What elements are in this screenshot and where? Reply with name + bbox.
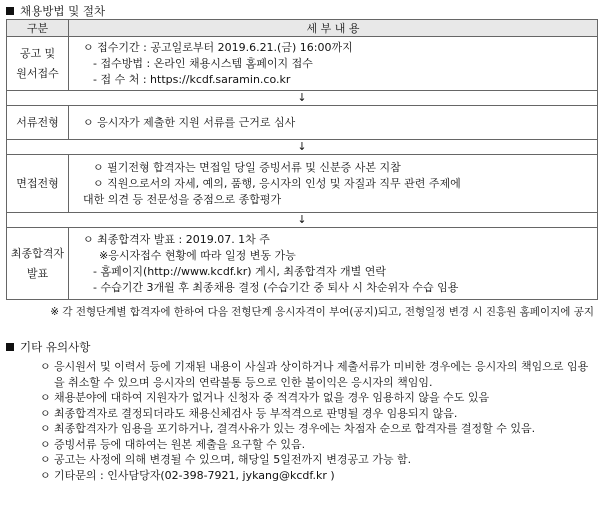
arrow-row <box>7 91 598 106</box>
row-label: 서류전형 <box>7 106 69 140</box>
footnote: ※ 각 전형단계별 합격자에 한하여 다음 전형단계 응시자격이 부여(공지)되고, 전형일정 변경 시 진흥원 홈페이지에 공지 <box>50 306 594 318</box>
row-content: ㅇ 접수기간 : 공고일로부터 2019.6.21.(금) 16:00까지 - 접수방법 : 온라인 채용시스템 홈페이지 접수 - 접 수 처 : https://kcdf.saramin.co.kr <box>69 37 598 91</box>
notice-list <box>40 359 595 483</box>
down-arrow-icon: ↓ <box>7 140 598 155</box>
list-item: ㅇ 채용분야에 대하여 지원자가 없거나 신청자 중 적격자가 없을 경우 임용하지 않을 수도 있음 <box>40 391 490 404</box>
row-content: ㅇ 최종합격자 발표 : 2019.07. 1차 주 ※응시자접수 현황에 따라 일정 변동 가능 - 홈페이지(http://www.kcdf.kr) 게시, 최종합격자 개별 연락 - 수습기간 3개월 후 최종채용 결정 (수습기간 중 퇴사 시 차순위자 수습 임용 <box>69 228 598 300</box>
square-bullet-icon <box>6 7 14 15</box>
table-header-row <box>7 20 598 37</box>
header-category: 구분 <box>7 20 69 37</box>
table-row <box>7 228 598 300</box>
list-item: ㅇ 최종합격자가 임용을 포기하거나, 결격사유가 있는 경우에는 차점자 순으로 합격자를 결정할 수 있음. <box>40 422 536 435</box>
table-row <box>7 106 598 140</box>
row-content: ㅇ 응시자가 제출한 지원 서류를 근거로 심사 <box>69 106 598 140</box>
list-item: ㅇ 최종합격자로 결정되더라도 채용신체검사 등 부적격으로 판명될 경우 임용되지 않음. <box>40 406 458 420</box>
down-arrow-icon: ↓ <box>7 213 598 228</box>
arrow-row <box>7 140 598 155</box>
table-row <box>7 155 598 213</box>
square-bullet-icon <box>6 343 14 351</box>
arrow-row <box>7 213 598 228</box>
list-item: ㅇ 기타문의 : 인사담당자(02-398-7921, jykang@kcdf.kr ) <box>40 468 335 482</box>
row-label: 공고 및 원서접수 <box>7 37 69 91</box>
procedure-table <box>6 19 598 300</box>
list-item: ㅇ 응시원서 및 이력서 등에 기재된 내용이 사실과 상이하거나 제출서류가 미비한 경우에는 응시자의 책임으로 임용을 취소할 수 있으며 응시자의 연락불통 등으로 인한 불이익은 응시자의 책임임. <box>40 360 589 389</box>
table-row <box>7 37 598 91</box>
down-arrow-icon: ↓ <box>7 91 598 106</box>
row-content: ㅇ 필기전형 합격자는 면접일 당일 증빙서류 및 신분증 사본 지참 ㅇ 직원으로서의 자세, 예의, 품행, 응시자의 인성 및 자질과 직무 관련 주제에 대한 의견 등 전문성을 중점으로 종합평가 <box>69 155 598 213</box>
row-label: 최종합격자 발표 <box>7 228 69 300</box>
section-title-notices: 기타 유의사항 <box>6 339 90 355</box>
row-label: 면접전형 <box>7 155 69 213</box>
list-item: ㅇ 공고는 사정에 의해 변경될 수 있으며, 해당일 5일전까지 변경공고 가능 함. <box>40 453 412 466</box>
section-title-procedure: 채용방법 및 절차 <box>6 3 105 19</box>
list-item: ㅇ 증빙서류 등에 대하여는 원본 제출을 요구할 수 있음. <box>40 437 306 451</box>
header-details: 세 부 내 용 <box>69 20 598 37</box>
